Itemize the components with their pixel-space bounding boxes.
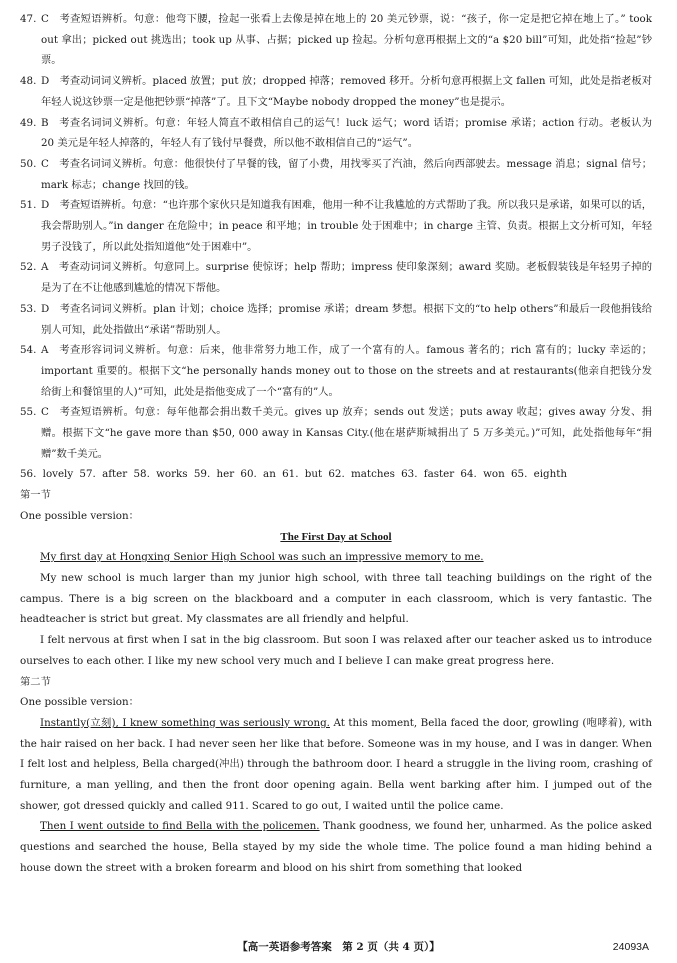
- answer-number: 51.: [20, 199, 37, 212]
- answer-explanation: 考查短语辨析。句意：“也许那个家伙只是知道我有困难，他用一种不让我尴尬的方式帮助了我。所以我只是承诺，如果可以的话，我会帮助别人。”in danger 在危险中；in peace 和平地；in trouble 处于困难中；in charge 主管、负责。根据上文分析可知，年轻男子没钱了，所以此处指知道他“处于困难中”。: [41, 199, 652, 253]
- answer-number: 53.: [20, 302, 37, 315]
- continuation-paragraph-2: [20, 816, 652, 878]
- answer-number: 50.: [20, 157, 37, 170]
- footer-page-label: 【高一英语参考答案 第 2 页（共 4 页）】: [237, 941, 440, 953]
- footer-doc-code: 24093A: [612, 941, 649, 953]
- answer-item: [20, 257, 652, 298]
- answer-explanation: 考查名词词义辨析。句意：年轻人简直不敢相信自己的运气！luck 运气；word 话语；promise 承诺；action 行动。老板认为 20 美元是年轻人掉落的，年轻人有了钱付早餐费，所以他不敢相信自己的“运气”。: [41, 116, 652, 150]
- answer-letter: C: [41, 13, 49, 25]
- essay-title-text: The First Day at School: [280, 530, 392, 543]
- answer-letter: A: [41, 261, 49, 274]
- essay-paragraph-2: I felt nervous at first when I sat in the big classroom. But soon I was relaxed after our teacher asked us to introduce ourselves to each other. I like my new school very much and I believe I can make great progress here.: [20, 634, 652, 667]
- answer-item: [20, 9, 652, 71]
- answer-letter: A: [41, 344, 49, 357]
- answer-letter: D: [41, 199, 50, 212]
- answer-letter: C: [41, 406, 49, 419]
- answer-item: [20, 113, 652, 154]
- section-1-possible-version: One possible version：: [20, 509, 139, 522]
- essay-paragraph-1: My new school is much larger than my junior high school, with three tall teaching buildings on the right of the campus. There is a big screen on the blackboard and a computer in each classroom, which is very fantastic. The headteacher is strict but great. My classmates are all friendly and helpful.: [20, 571, 652, 626]
- section-2-heading: 第二节: [20, 675, 51, 688]
- answer-item: [20, 402, 652, 464]
- answer-explanation: 考查动词词义辨析。placed 放置；put 放；dropped 掉落；removed 移开。分析句意再根据上文 fallen 可知，此处是指老板对年轻人说这钞票一定是他把钞票“掉落”了。且下文“Maybe nobody dropped the money”也是提示。: [41, 75, 652, 108]
- continuation-2-body: Thank goodness, we found her, unharmed. As the police asked questions and searched the house, Bella stayed by my side the whole time. The police found a man hiding behind a house down the street with a broken forearm and blood on his shirt from something that looked: [20, 820, 652, 874]
- answer-letter: D: [41, 75, 50, 88]
- fill-in-answers: 56. lovely 57. after 58. works 59. her 60. an 61. but 62. matches 63. faster 64. won 65. eighth: [20, 468, 568, 481]
- answer-item: [20, 299, 652, 340]
- essay-opening-sentence: My first day at Hongxing Senior High School was such an impressive memory to me.: [40, 551, 484, 564]
- answer-item: [20, 71, 652, 112]
- answer-letter: C: [41, 157, 49, 170]
- answer-number: 54.: [20, 344, 37, 357]
- answer-explanation: 考查名词词义辨析。plan 计划；choice 选择；promise 承诺；dream 梦想。根据下文的“to help others”和最后一段他捐钱给别人可知，此处指做出“承诺”帮助别人。: [41, 302, 652, 336]
- answer-item: [20, 154, 652, 195]
- page-footer: [0, 936, 677, 958]
- answer-explanation: 考查动词词义辨析。句意同上。surprise 使惊讶；help 帮助；impress 使印象深刻；award 奖励。老板假装钱是年轻男子掉的是为了在不让他感到尴尬的情况下帮他。: [41, 261, 652, 295]
- continuation-paragraph-1: [20, 713, 652, 817]
- answer-explanation: 考查短语辨析。句意：他弯下腰，捡起一张看上去像是掉在地上的 20 美元钞票，说：“孩子，你一定是把它掉在地上了。” took out 拿出；picked out 挑选出；took up 从事、占据；picked up 捡起。分析句意再根据上文的“a $20 bill”可知，此处指“捡起”钞票。: [41, 13, 652, 67]
- section-2-possible-version: One possible version：: [20, 696, 139, 709]
- answer-number: 55.: [20, 406, 37, 419]
- essay-title: [20, 527, 652, 548]
- answer-number: 52.: [20, 261, 37, 274]
- answer-number: 49.: [20, 116, 37, 129]
- answer-explanations: [20, 9, 652, 464]
- answer-letter: D: [41, 302, 50, 315]
- answer-letter: B: [41, 116, 49, 129]
- continuation-2-lead: Then I went outside to find Bella with the policemen.: [40, 820, 320, 833]
- page-content: [20, 9, 652, 879]
- answer-explanation: 考查名词词义辨析。句意：他很快付了早餐的钱，留了小费，用找零买了汽油，然后向西部驶去。message 消息；signal 信号；mark 标志；change 找回的钱。: [41, 157, 652, 191]
- answer-explanation: 考查短语辨析。句意：每年他都会捐出数千美元。gives up 放弃；sends out 发送；puts away 收起；gives away 分发、捐赠。根据下文“he gave more than $50, 000 away in Kansas City.(他在堪萨斯城捐出了 5 万多美元。)”可知，此处指他每年“捐赠”数千美元。: [41, 406, 652, 460]
- answer-explanation: 考查形容词词义辨析。句意：后来，他非常努力地工作，成了一个富有的人。famous 著名的；rich 富有的；lucky 幸运的；important 重要的。根据下文“he personally hands money out to those on the streets and at restaurants(他亲自把钱分发给街上和餐馆里的人)”可知，此处是指他变成了一个“富有的”人。: [41, 344, 652, 398]
- answer-number: 48.: [20, 75, 37, 88]
- essay-opening: [20, 547, 652, 568]
- answer-number: 47.: [20, 13, 37, 25]
- answer-item: [20, 340, 652, 402]
- section-1-heading: 第一节: [20, 489, 51, 502]
- continuation-1-body: At this moment, Bella faced the door, growling (咆哮着), with the hair raised on her back. I had never seen her like that before. Someone was in my house, and I was in danger. When I felt lost and helpless, Bella charged(冲出) through the bathroom door. I heard a struggle in the living room, crashing of furniture, a man yelling, and then the front door opening again. Bella went barking after him. I jumped out of the shower, got dressed quickly and called 911. Scared to go out, I waited until the police came.: [20, 716, 652, 812]
- continuation-1-lead: Instantly(立刻), I knew something was seriously wrong.: [40, 716, 330, 729]
- answer-item: [20, 195, 652, 257]
